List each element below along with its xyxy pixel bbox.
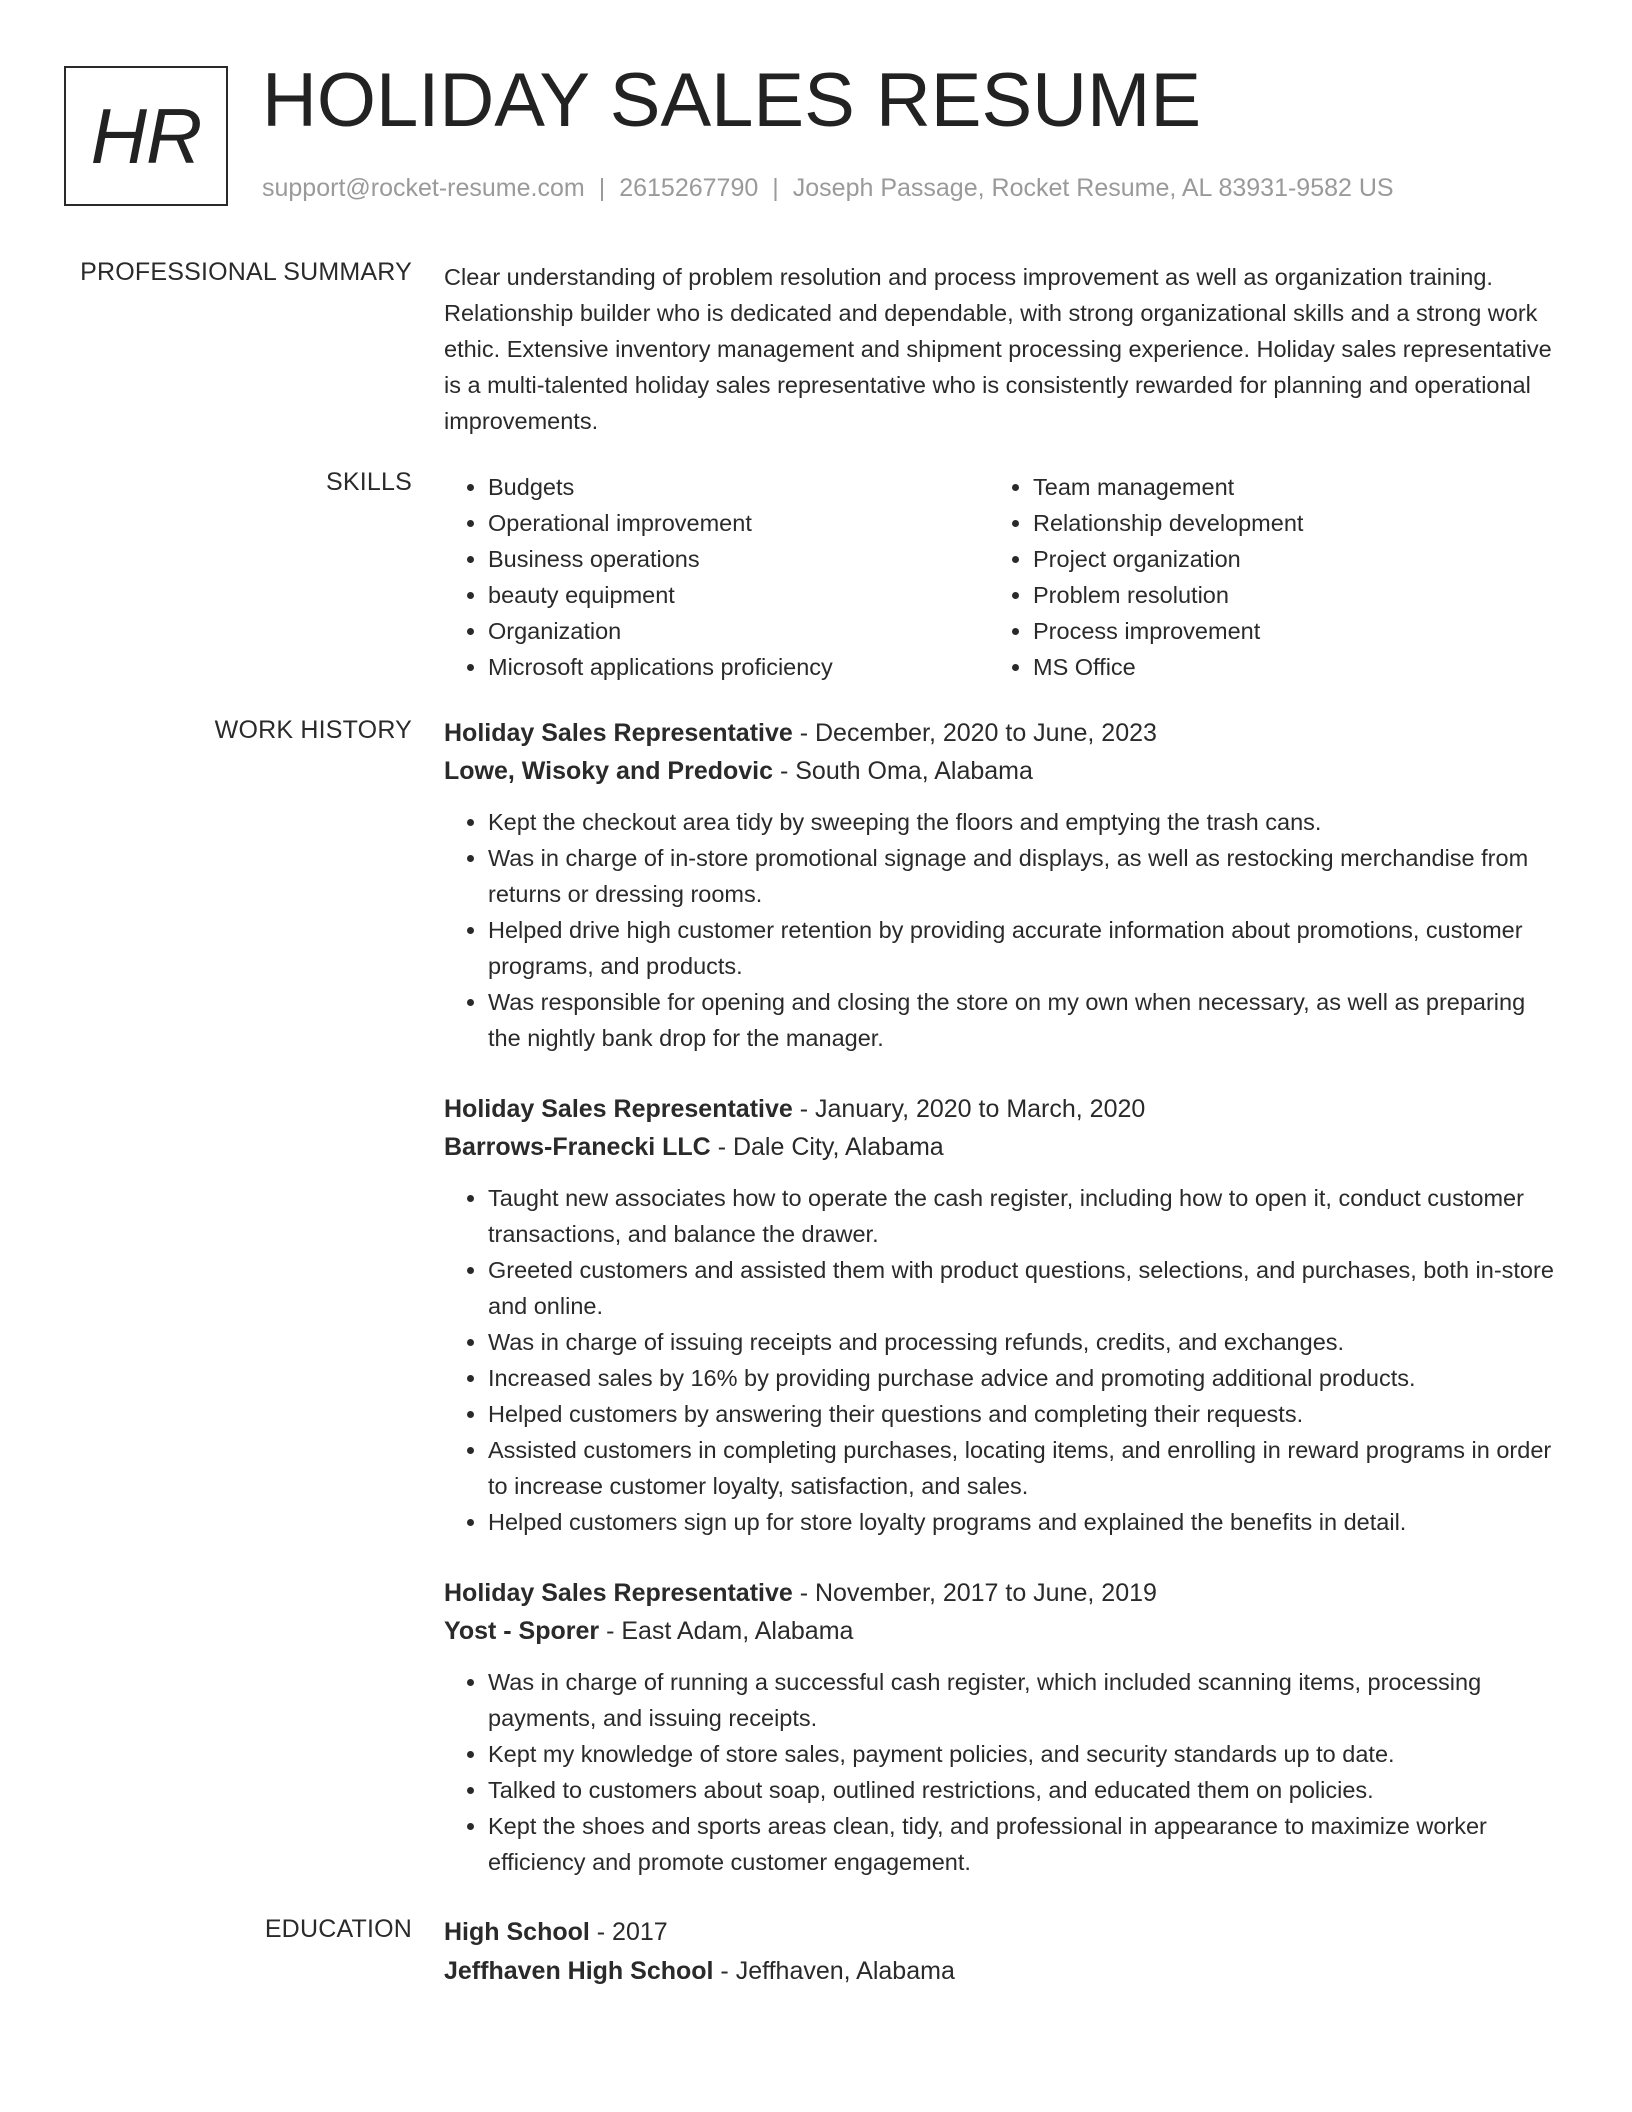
- skill-item: • Organization: [488, 613, 989, 649]
- job-company: Lowe, Wisoky and Predovic: [444, 757, 774, 785]
- section-title-education: EDUCATION: [264, 1915, 412, 1943]
- job-dates: - January, 2020 to March, 2020: [792, 1095, 1146, 1123]
- section-title-work: WORK HISTORY: [214, 716, 412, 744]
- skill-item: • Operational improvement: [488, 505, 989, 541]
- job-role: Holiday Sales Representative: [444, 719, 793, 747]
- job-company-line: [444, 752, 1556, 790]
- job-title-line: [444, 1574, 1556, 1612]
- job-bullet: • Greeted customers and assisted them with product questions, selections, and purchases, both in-store and online.: [488, 1252, 1556, 1324]
- skill-item: • Relationship development: [1033, 505, 1534, 541]
- job-entry: [444, 714, 1556, 1056]
- skill-item: • Budgets: [488, 469, 989, 505]
- contact-email[interactable]: support@rocket-resume.com: [262, 174, 585, 202]
- skill-item: • beauty equipment: [488, 577, 989, 613]
- job-dates: - December, 2020 to June, 2023: [792, 719, 1157, 747]
- resume-title: HOLIDAY SALES RESUME: [262, 58, 1202, 143]
- work-history-body: [444, 714, 1556, 1914]
- job-company: Yost - Sporer: [444, 1617, 600, 1645]
- job-bullet: • Helped customers by answering their questions and completing their requests.: [488, 1396, 1556, 1432]
- skill-item: • Problem resolution: [1033, 577, 1534, 613]
- education-school: Jeffhaven High School: [444, 1957, 714, 1985]
- job-bullet: • Kept the shoes and sports areas clean, tidy, and professional in appearance to maximize worker efficiency and promote customer engagement.: [488, 1808, 1556, 1880]
- job-bullet-list: [444, 1180, 1556, 1540]
- job-bullet: • Was responsible for opening and closing the store on my own when necessary, as well as preparing the nightly bank drop for the manager.: [488, 984, 1556, 1056]
- job-bullet: • Increased sales by 16% by providing purchase advice and promoting additional products.: [488, 1360, 1556, 1396]
- monogram-logo: [64, 66, 228, 206]
- skill-item: • Project organization: [1033, 541, 1534, 577]
- job-bullet: • Helped drive high customer retention by providing accurate information about promotions, customer programs, and products.: [488, 912, 1556, 984]
- job-bullet: • Taught new associates how to operate the cash register, including how to open it, conduct customer transactions, and balance the drawer.: [488, 1180, 1556, 1252]
- job-bullet-list: [444, 1664, 1556, 1880]
- job-role: Holiday Sales Representative: [444, 1579, 793, 1607]
- skill-item: • Microsoft applications proficiency: [488, 649, 989, 685]
- job-title-line: [444, 1090, 1556, 1128]
- job-dates: - November, 2017 to June, 2019: [792, 1579, 1157, 1607]
- job-bullet-list: [444, 804, 1556, 1056]
- contact-phone[interactable]: 2615267790: [619, 174, 759, 202]
- job-bullet: • Helped customers sign up for store loyalty programs and explained the benefits in detail.: [488, 1504, 1556, 1540]
- job-bullet: • Kept the checkout area tidy by sweeping the floors and emptying the trash cans.: [488, 804, 1556, 840]
- education-school-line: [444, 1952, 1556, 1991]
- job-company: Barrows-Franecki LLC: [444, 1133, 711, 1161]
- skill-item: • Team management: [1033, 469, 1534, 505]
- education-year: - 2017: [589, 1918, 668, 1946]
- job-bullet: • Kept my knowledge of store sales, payment policies, and security standards up to date.: [488, 1736, 1556, 1772]
- job-company-line: [444, 1612, 1556, 1650]
- summary-body: [444, 259, 1556, 439]
- education-location: - Jeffhaven, Alabama: [713, 1957, 955, 1985]
- skill-item: • Process improvement: [1033, 613, 1534, 649]
- skill-item: • MS Office: [1033, 649, 1534, 685]
- job-bullet: • Assisted customers in completing purchases, locating items, and enrolling in reward programs in order to increase customer loyalty, satisfaction, and sales.: [488, 1432, 1556, 1504]
- job-company-line: [444, 1128, 1556, 1166]
- job-bullet: • Was in charge of in-store promotional signage and displays, as well as restocking merchandise from returns or dressing rooms.: [488, 840, 1556, 912]
- skills-list-left: [444, 469, 989, 685]
- skills-list-right: [989, 469, 1534, 685]
- job-title-line: [444, 714, 1556, 752]
- job-location: - East Adam, Alabama: [599, 1617, 854, 1645]
- section-title-summary: PROFESSIONAL SUMMARY: [80, 258, 412, 286]
- job-bullet: • Was in charge of issuing receipts and processing refunds, credits, and exchanges.: [488, 1324, 1556, 1360]
- job-role: Holiday Sales Representative: [444, 1095, 793, 1123]
- job-location: - Dale City, Alabama: [710, 1133, 944, 1161]
- monogram-text: HR: [90, 91, 202, 180]
- education-body: [444, 1913, 1556, 1991]
- education-degree: High School: [444, 1918, 590, 1946]
- job-bullet: • Was in charge of running a successful cash register, which included scanning items, processing payments, and issuing receipts.: [488, 1664, 1556, 1736]
- skill-item: • Business operations: [488, 541, 989, 577]
- job-entry: [444, 1090, 1556, 1540]
- job-entry: [444, 1574, 1556, 1880]
- contact-line: [262, 174, 1394, 203]
- skills-body: [444, 469, 1556, 685]
- job-location: - South Oma, Alabama: [773, 757, 1033, 785]
- contact-separator: |: [772, 174, 779, 202]
- education-degree-line: [444, 1913, 1556, 1952]
- section-title-skills: SKILLS: [326, 468, 412, 496]
- contact-separator: |: [598, 174, 606, 202]
- summary-text: Clear understanding of problem resolution and process improvement as well as organization training. Relationship builder who is dedicated and dependable, with strong organizational skills and a strong work ethic. Extensive inventory management and shipment processing experience. Holiday sales representative is a multi-talented holiday sales representative who is consistently rewarded for planning and operational improvements.: [444, 264, 1552, 434]
- contact-address: Joseph Passage, Rocket Resume, AL 83931-9582 US: [792, 174, 1394, 202]
- job-bullet: • Talked to customers about soap, outlined restrictions, and educated them on policies.: [488, 1772, 1556, 1808]
